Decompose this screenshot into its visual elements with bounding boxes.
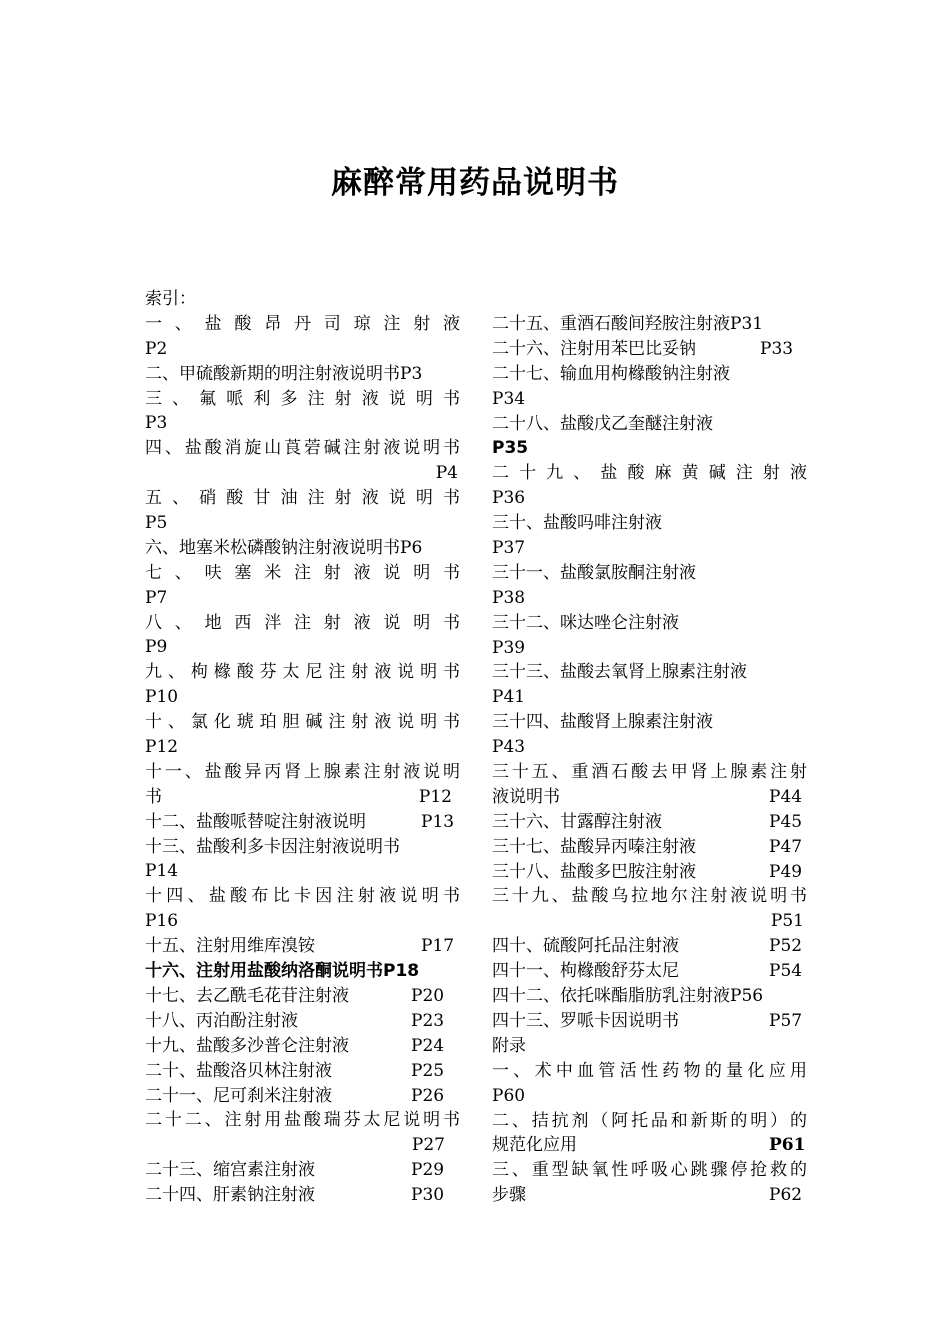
toc-entry (492, 909, 807, 934)
toc-entry-page: P3 (145, 413, 168, 434)
toc-entry (492, 959, 807, 984)
toc-entry-text-cont: 书 (145, 786, 162, 807)
toc-entry-text: 二 十 九 、 盐 酸 麻 黄 碱 注 射 液 (492, 463, 807, 484)
toc-entry-text: 二十六、注射用苯巴比妥钠 (492, 338, 696, 359)
toc-entry-page: P25 (411, 1060, 445, 1081)
appendix-entry-text: 二、拮抗剂（阿托品和新斯的明）的 (492, 1110, 807, 1131)
toc-entry (145, 984, 460, 1009)
toc-entry-page: P34 (492, 388, 526, 409)
toc-entry-page: P3 (400, 363, 423, 384)
toc-entry (145, 1059, 460, 1084)
toc-entry-page: P18 (383, 961, 420, 982)
toc-entry-page: P39 (492, 637, 526, 658)
toc-entry-text: 三十八、盐酸多巴胺注射液 (492, 861, 696, 882)
toc-entry-page: P7 (145, 587, 168, 608)
toc-entry-text: 二十八、盐酸戊乙奎醚注射液 (492, 413, 713, 434)
toc-entry-page: P29 (411, 1160, 445, 1181)
toc-entry-text: 一 、 盐 酸 昂 丹 司 琼 注 射 液 (145, 313, 460, 334)
toc-entry (145, 934, 460, 959)
toc-entry-page: P12 (145, 737, 179, 758)
toc-entry-page: P56 (730, 986, 764, 1007)
appendix-label: 附录 (492, 1035, 526, 1056)
toc-entry-page: P26 (411, 1085, 445, 1106)
toc-entry-page: P43 (492, 737, 526, 758)
toc-entry (145, 536, 460, 561)
toc-entry-text: 四十、硫酸阿托品注射液 (492, 936, 679, 957)
toc-entry-text: 三十二、咪达唑仑注射液 (492, 612, 679, 633)
toc-entry-page: P57 (769, 1010, 803, 1031)
toc-entry-text: 四十三、罗哌卡因说明书 (492, 1010, 679, 1031)
toc-entry-text: 三十六、甘露醇注射液 (492, 811, 662, 832)
toc-entry (145, 1034, 460, 1059)
toc-entry-text: 十二、盐酸哌替啶注射液说明 (145, 811, 366, 832)
appendix-entry-page: P61 (769, 1135, 806, 1156)
toc-entry-text: 三十四、盐酸肾上腺素注射液 (492, 712, 713, 733)
toc-entry-text: 二、甲硫酸新期的明注射液说明书 (145, 363, 400, 384)
toc-entry-text: 十八、丙泊酚注射液 (145, 1010, 298, 1031)
toc-entry-text: 四十二、依托咪酯脂肪乳注射液 (492, 986, 730, 1007)
toc-entry-page: P45 (769, 811, 803, 832)
toc-entry-page: P4 (435, 463, 458, 484)
toc-entry-text: 三十、盐酸吗啡注射液 (492, 513, 662, 534)
toc-entry-page: P27 (411, 1135, 445, 1156)
toc-entry-page: P5 (145, 513, 168, 534)
toc-entry-text: 十九、盐酸多沙普仑注射液 (145, 1035, 349, 1056)
toc-entry-page: P20 (411, 985, 445, 1006)
toc-entry-text: 三十五、重酒石酸去甲肾上腺素注射 (492, 762, 807, 783)
toc-entry (492, 1009, 807, 1034)
toc-entry (145, 1158, 460, 1183)
appendix-entry-page: P62 (769, 1185, 803, 1206)
appendix-entry-page: P60 (492, 1085, 526, 1106)
appendix-entry-text: 三、重型缺氧性呼吸心跳骤停抢救的 (492, 1160, 807, 1181)
toc-entry-text: 二十三、缩宫素注射液 (145, 1160, 315, 1181)
toc-entry-page: P36 (492, 488, 526, 509)
toc-entry-text: 三十三、盐酸去氧肾上腺素注射液 (492, 662, 747, 683)
toc-entry-page: P33 (760, 338, 794, 359)
toc-entry-page: P38 (492, 587, 526, 608)
toc-entry-page: P6 (400, 537, 423, 558)
toc-entry-page: P24 (411, 1035, 445, 1056)
toc-entry-text: 十七、去乙酰毛花苷注射液 (145, 985, 349, 1006)
toc-entry-page: P51 (770, 911, 804, 932)
toc-entry-text: 十三、盐酸利多卡因注射液说明书 (145, 836, 400, 857)
toc-entry (145, 362, 460, 387)
toc-entry (492, 860, 807, 885)
page-title: 麻醉常用药品说明书 (331, 165, 619, 201)
toc-entry-text: 三 、 氟 哌 利 多 注 射 液 说 明 书 (145, 388, 460, 409)
index-right-column (492, 312, 807, 1208)
toc-entry-text: 二十七、输血用枸橼酸钠注射液 (492, 363, 730, 384)
appendix-entry (492, 1133, 807, 1158)
toc-entry-page: P37 (492, 538, 526, 559)
toc-entry-text: 三十一、盐酸氯胺酮注射液 (492, 562, 696, 583)
toc-entry-text: 三十七、盐酸异丙嗪注射液 (492, 836, 696, 857)
toc-entry-text: 二十四、肝素钠注射液 (145, 1185, 315, 1206)
toc-entry-text: 四十一、枸橼酸舒芬太尼 (492, 961, 679, 982)
toc-entry (492, 835, 807, 860)
toc-entry (145, 1084, 460, 1109)
appendix-entry-text: 一、术中血管活性药物的量化应用 (492, 1060, 807, 1081)
toc-entry (145, 959, 460, 984)
toc-entry (145, 785, 460, 810)
toc-entry-page: P35 (492, 438, 529, 459)
toc-entry-text: 二十、盐酸洛贝林注射液 (145, 1060, 332, 1081)
toc-entry-page: P49 (769, 861, 803, 882)
toc-entry-text: 五 、 硝 酸 甘 油 注 射 液 说 明 书 (145, 488, 460, 509)
toc-entry-text: 七 、 呋 塞 米 注 射 液 说 明 书 (145, 562, 460, 583)
toc-entry-text-cont: 液说明书 (492, 786, 560, 807)
toc-entry-page: P44 (769, 786, 803, 807)
toc-entry-text: 十四、盐酸布比卡因注射液说明书 (145, 886, 460, 907)
toc-entry-page: P13 (421, 811, 455, 832)
toc-entry (492, 312, 807, 337)
toc-entry-text: 十、氯化琥珀胆碱注射液说明书 (145, 712, 460, 733)
toc-entry-page: P30 (411, 1185, 445, 1206)
toc-entry-page: P10 (145, 687, 179, 708)
toc-entry (145, 810, 460, 835)
toc-entry (492, 934, 807, 959)
toc-entry-page: P14 (145, 861, 179, 882)
toc-entry (492, 984, 807, 1009)
toc-entry-page: P31 (730, 314, 764, 334)
toc-entry-text: 二十五、重酒石酸间羟胺注射液 (492, 314, 730, 334)
toc-entry-text: 二十一、尼可刹米注射液 (145, 1085, 332, 1106)
toc-entry-page: P52 (769, 936, 803, 957)
toc-entry (145, 461, 460, 486)
toc-entry-page: P41 (492, 687, 526, 708)
toc-entry (492, 810, 807, 835)
toc-entry-text: 四、盐酸消旋山莨菪碱注射液说明书 (145, 438, 460, 459)
toc-entry-text: 三十九、盐酸乌拉地尔注射液说明书 (492, 886, 807, 907)
toc-entry (145, 1009, 460, 1034)
toc-entry-page: P12 (418, 786, 452, 807)
toc-entry-page: P17 (421, 936, 455, 957)
toc-entry-page: P16 (145, 911, 179, 932)
toc-entry-text: 六、地塞米松磷酸钠注射液说明书 (145, 537, 400, 558)
toc-entry (492, 785, 807, 810)
toc-entry-page: P9 (145, 637, 168, 658)
toc-entry-text: 九、枸橼酸芬太尼注射液说明书 (145, 662, 460, 683)
toc-entry-page: P2 (145, 338, 168, 359)
toc-entry-text: 十一、盐酸异丙肾上腺素注射液说明 (145, 761, 460, 782)
toc-entry-page: P54 (769, 961, 803, 982)
toc-entry-text: 十六、注射用盐酸纳洛酮说明书 (145, 961, 383, 982)
index-label: 索引： (145, 289, 196, 309)
index-left-column (145, 287, 460, 1208)
toc-entry-page: P23 (411, 1010, 445, 1031)
appendix-entry-text-cont: 步骤 (492, 1185, 526, 1206)
toc-entry-text: 二十二、注射用盐酸瑞芬太尼说明书 (145, 1110, 460, 1131)
appendix-entry-text-cont: 规范化应用 (492, 1135, 577, 1156)
appendix-entry (492, 1183, 807, 1208)
toc-entry (145, 1183, 460, 1208)
toc-entry-page: P47 (769, 836, 803, 857)
toc-entry-text: 八 、 地 西 泮 注 射 液 说 明 书 (145, 612, 460, 633)
toc-entry (145, 1133, 460, 1158)
toc-entry (492, 337, 807, 362)
toc-entry-text: 十五、注射用维库溴铵 (145, 936, 315, 957)
